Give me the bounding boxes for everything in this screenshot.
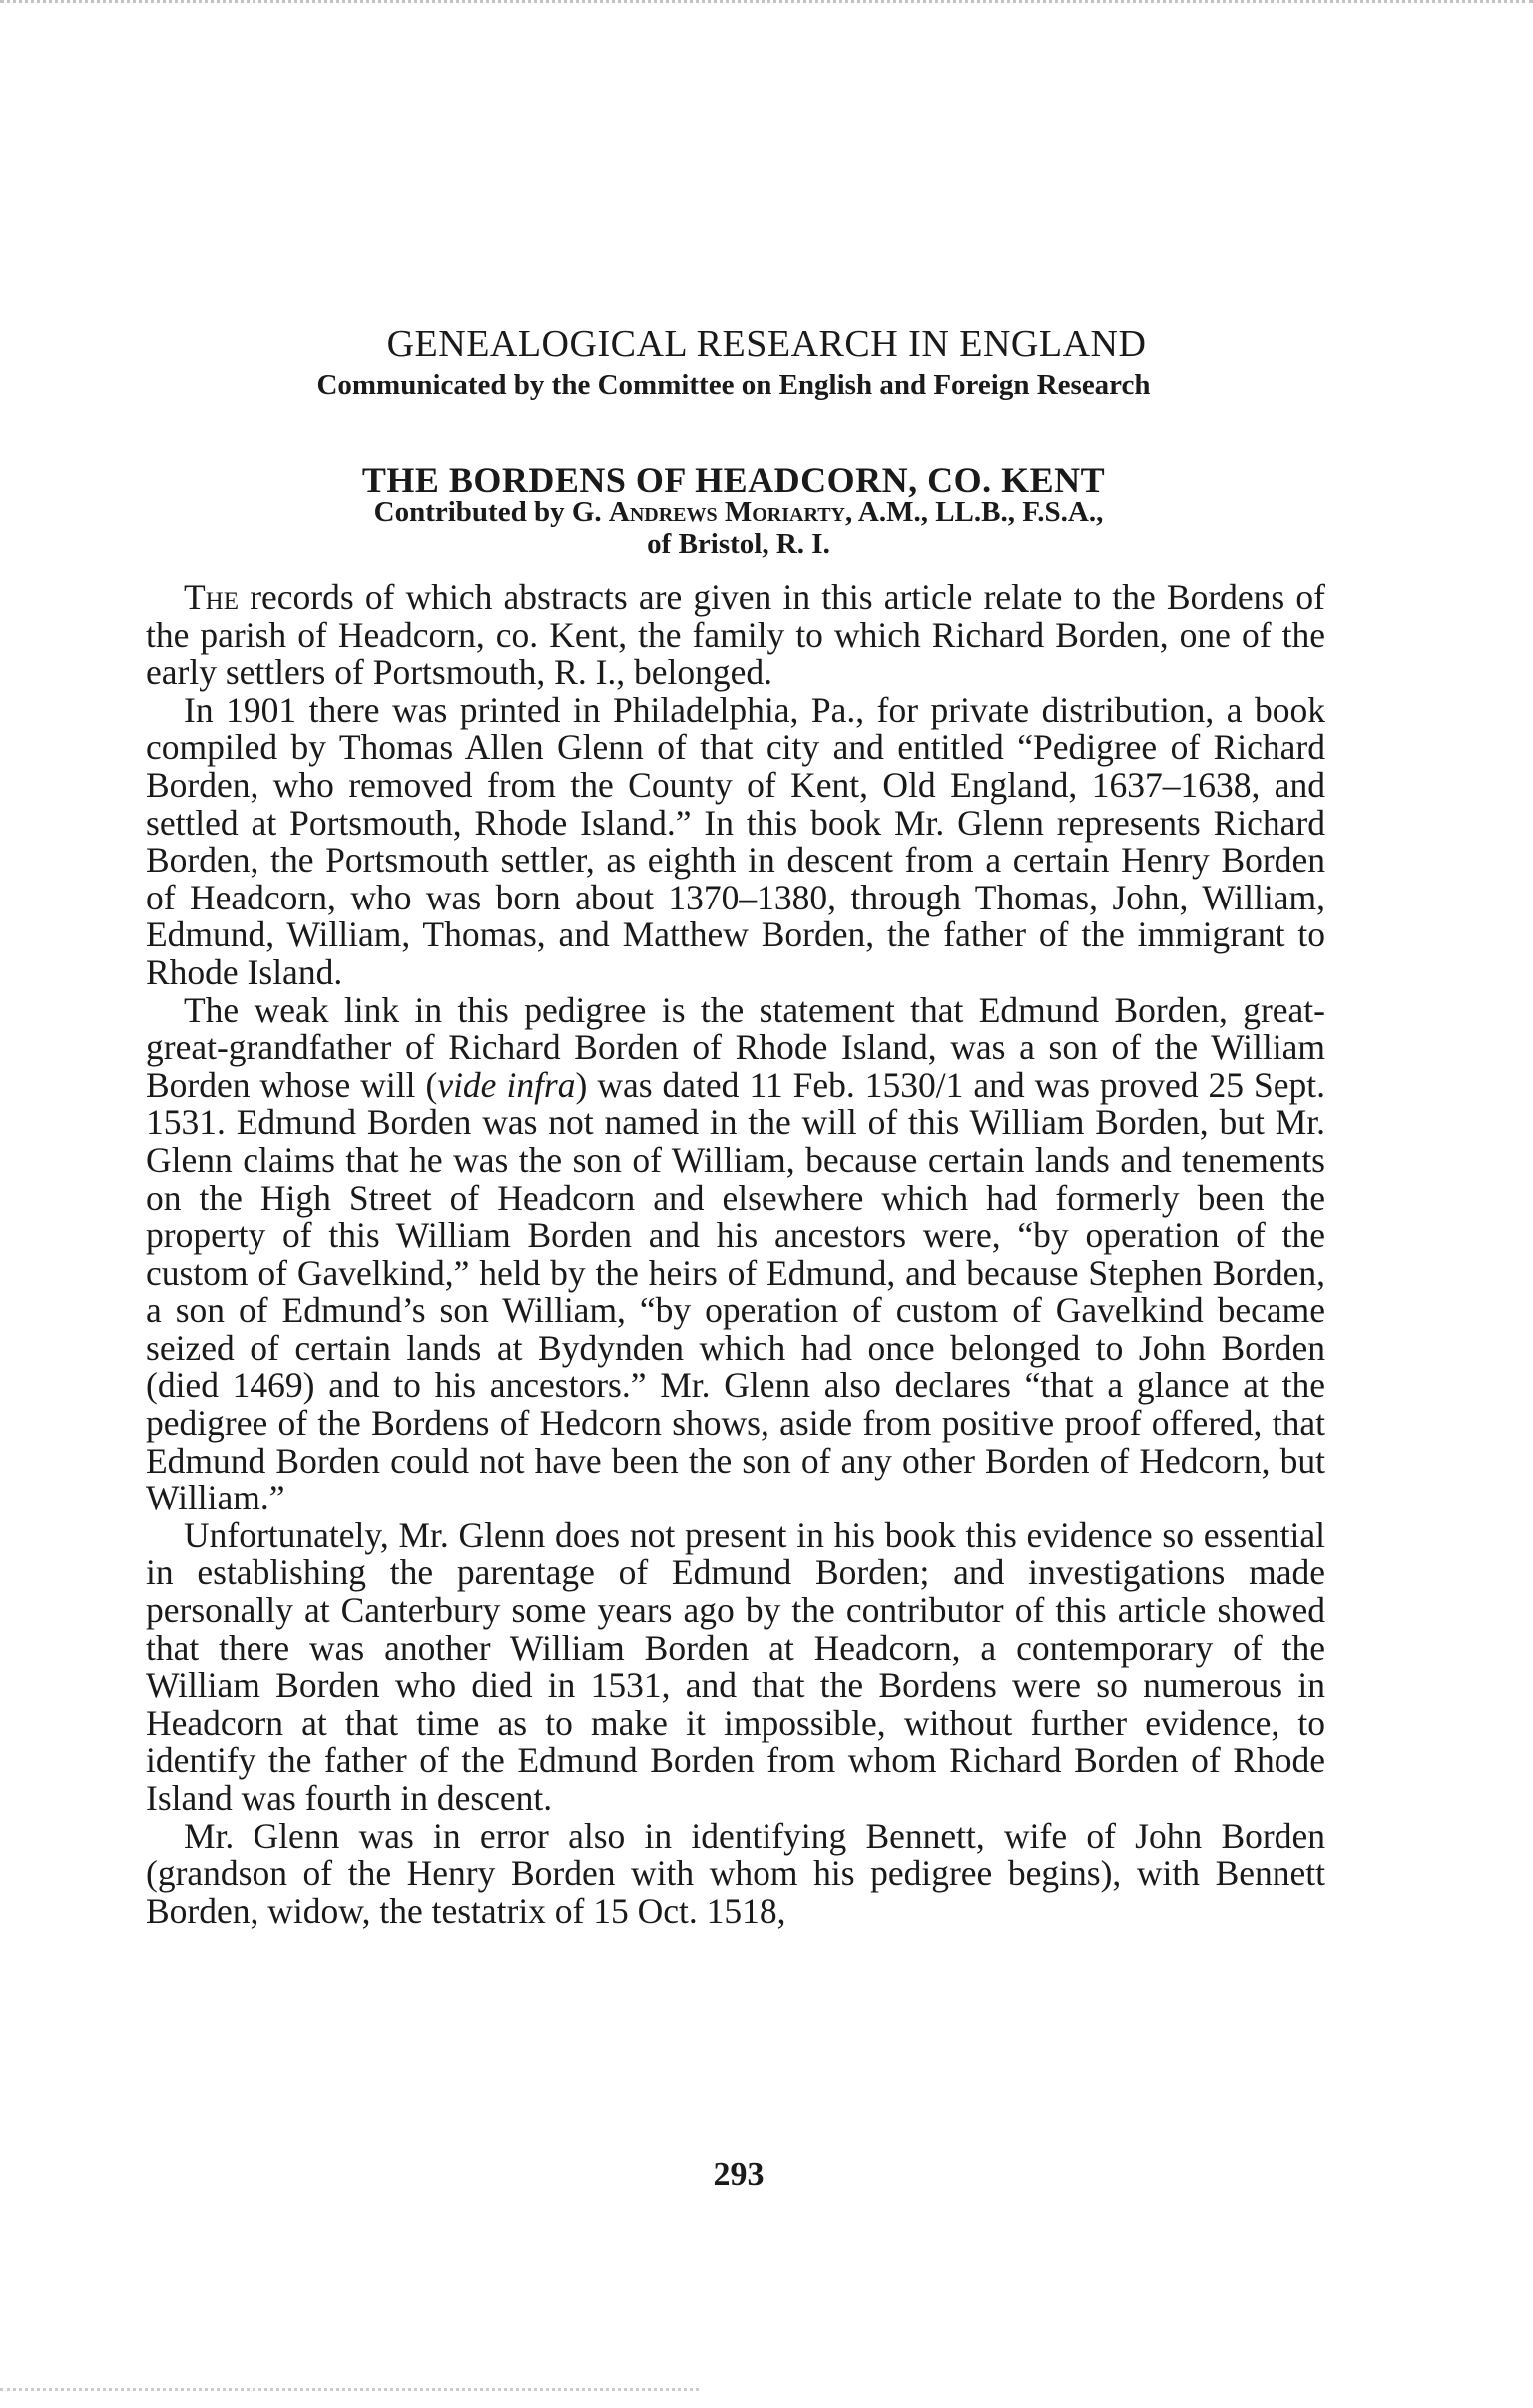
contributor-line bbox=[0, 496, 1477, 528]
paragraph-5: Mr. Glenn was in error also in identifying Bennett, wife of John Borden (grandson of the Henry Borden with whom his pedigree begins), with Bennett Borden, widow, the testatrix of 15 Oct. 1518, bbox=[146, 1815, 1325, 1931]
contributor-location: of Bristol, R. I. bbox=[647, 528, 830, 560]
paragraph-text: The weak link in this pedigree is the statement that Edmund Borden, great-great-grandfather of Richard Borden of Rhode Island, was a son of the William Borden whose will ( bbox=[146, 989, 1325, 1105]
contributor-credentials: , A.M., LL.B., F.S.A., bbox=[845, 496, 1104, 528]
article-body bbox=[146, 579, 1325, 1930]
paragraph-text: records of which abstracts are given in this article relate to the Bordens of the parish of Headcorn, co. Kent, the family to which Richard Borden, one of the early settlers of Portsmouth, R. I., belonged. bbox=[146, 577, 1325, 693]
paragraph-2: In 1901 there was printed in Philadelphia, Pa., for private distribution, a book compiled by Thomas Allen Glenn of that city and entitled “Pedigree of Richard Borden, who removed from the County of Kent, Old England, 1637–1638, and settled at Portsmouth, Rhode Island.” In this book Mr. Glenn represents Richard Borden, the Portsmouth settler, as eighth in descent from a certain Henry Borden of Headcorn, who was born about 1370–1380, through Thomas, John, William, Edmund, William, Thomas, and Matthew Borden, the father of the immigrant to Rhode Island. bbox=[146, 689, 1325, 992]
latin-phrase: vide infra bbox=[437, 1064, 576, 1105]
committee-line: Communicated by the Committee on English and Foreign Research bbox=[316, 369, 1151, 401]
contributor-prefix: Contributed by G. bbox=[373, 496, 609, 528]
page-number: 293 bbox=[713, 2156, 765, 2193]
contributor-name: Andrews Moriarty bbox=[608, 496, 845, 528]
scan-edge-bottom bbox=[0, 2388, 699, 2397]
scan-edge-top bbox=[0, 0, 1533, 13]
paragraph-1 bbox=[146, 579, 1325, 692]
article-title: GENEALOGICAL RESEARCH IN ENGLAND bbox=[386, 323, 1147, 366]
contributor-block bbox=[0, 496, 1477, 560]
article-subtitle: THE BORDENS OF HEADCORN, CO. KENT bbox=[361, 459, 1106, 500]
paragraph-text: ) was dated 11 Feb. 1530/1 and was proved 25 Sept. 1531. Edmund Borden was not named in the will of this William Borden, but Mr. Glenn claims that he was the son of William, because certain lands and tenements on the High Street of Headcorn and elsewhere which had formerly been the property of this William Borden and his ancestors were, “by operation of the custom of Gavelkind,” held by the heirs of Edmund, and because Stephen Borden, a son of Edmund’s son William, “by operation of custom of Gavelkind became seized of certain lands at Bydynden which had once belonged to John Borden (died 1469) and to his ancestors.” Mr. Glenn also declares “that a glance at the pedigree of the Bordens of Hedcorn shows, aside from positive proof offered, that Edmund Borden could not have been the son of any other Borden of Hedcorn, but William.” bbox=[146, 1064, 1326, 1518]
paragraph-3 bbox=[146, 989, 1326, 1518]
paragraph-4: Unfortunately, Mr. Glenn does not present in his book this evidence so essential in establishing the parentage of Edmund Borden; and investigations made personally at Canterbury some years ago by the contributor of this article showed that there was another William Borden at Headcorn, a contemporary of the William Borden who died in 1531, and that the Bordens were so numerous in Headcorn at that time as to make it impossible, without further evidence, to identify the father of the Edmund Borden from whom Richard Borden of Rhode Island was fourth in descent. bbox=[146, 1514, 1325, 1818]
paragraph-lead-word: The bbox=[184, 577, 240, 617]
